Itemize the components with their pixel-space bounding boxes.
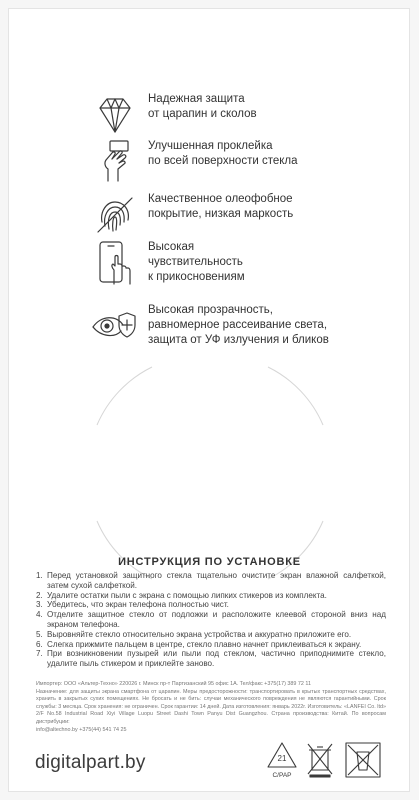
feature-sensitivity: [92, 240, 392, 290]
importer-fine-print: [36, 681, 386, 734]
feature-line: к прикосновениям: [148, 271, 245, 283]
feature-line: Надежная защита: [148, 93, 245, 105]
feature-line: от царапин и сколов: [148, 108, 257, 120]
product-details: Назначение: для защиты экрана смартфона от царапин. Меры предосторожности: транспортировать в крытых транспортных средствах, хранить в закрытых сухих помещениях. Не бросать и не бить: случаи механического повреждения не являются гарантийными. Срок службы: 3 месяца. Срок хранения: не ограничен. Срок гарантии: 14 дней. Дата изготовления: январь 2022г. Изготовитель: «LANFEI Co. ltd» 2/F No.58 Industrial Road Xiyi Village Luopu Street Dashi Town Panyu Dist Guangzhou. Страна производства: Китай. По вопросам дистрибуции:: [36, 688, 386, 725]
instructions-list: [36, 571, 386, 669]
step-text: Выровняйте стекло относительно экрана устройства и аккуратно приложите его.: [47, 629, 352, 639]
hand-icon: [92, 139, 138, 185]
instruction-step: [36, 591, 386, 601]
certification-logos: [262, 740, 392, 780]
step-text: Убедитесь, что экран телефона полностью чист.: [47, 600, 229, 610]
instruction-step: [36, 649, 386, 669]
feature-line: защита от УФ излучения и бликов: [148, 334, 329, 346]
step-number: 3.: [36, 600, 43, 610]
step-text: Удалите остатки пыли с экрана с помощью липких стикеров из комплекта.: [47, 590, 327, 600]
feature-adhesion: [92, 139, 392, 187]
instruction-step: [36, 640, 386, 650]
feature-oleophobic: [92, 192, 392, 240]
phone-touch-icon: [92, 240, 138, 286]
step-number: 2.: [36, 590, 43, 600]
instruction-step: [36, 600, 386, 610]
recycle-code: 21: [277, 754, 287, 763]
instruction-step: [36, 571, 386, 591]
step-number: 1.: [36, 571, 43, 580]
feature-line: по всей поверхности стекла: [148, 155, 298, 167]
feature-scratch-protection: [92, 92, 392, 140]
recycle-label: C/PAP: [272, 772, 292, 779]
feature-line: покрытие, низкая маркость: [148, 208, 294, 220]
feature-transparency: [92, 303, 392, 353]
step-number: 4.: [36, 610, 43, 620]
instruction-step: [36, 630, 386, 640]
importer-line: Импортер: ООО «Альтер-Техно» 220026 г. Минск пр-т Партизанский 95 офис 1А. Тел/факс +375(17) 389 72 11: [36, 681, 311, 687]
feature-line: Высокая: [148, 241, 195, 253]
step-text: Перед установкой защитного стекла тщательно очистите экран влажной салфеткой, затем сухой салфеткой.: [47, 571, 386, 590]
step-number: 7.: [36, 649, 43, 659]
instruction-step: [36, 610, 386, 630]
step-number: 5.: [36, 629, 43, 639]
crossed-bin-icon: [308, 744, 332, 777]
instructions-title: ИНСТРУКЦИЯ ПО УСТАНОВКЕ: [118, 556, 301, 568]
step-text: Слегка прижмите пальцем в центре, стекло плавно начнет приклеиваться к экрану.: [47, 639, 362, 649]
feature-line: Высокая прозрачность,: [148, 304, 273, 316]
feature-line: чувствительность: [148, 256, 243, 268]
crossed-glass-disposal-icon: [346, 743, 380, 777]
step-text: Отделите защитное стекло от подложки и расположите клеевой стороной вниз над экраном телефона.: [47, 610, 386, 629]
eye-shield-icon: [88, 303, 140, 349]
feature-line: равномерное рассеивание света,: [148, 319, 328, 331]
brand-name: digitalpart.by: [35, 752, 146, 773]
contact-line: info@altechno.by +375(44) 541 74 25: [36, 726, 127, 733]
fingerprint-icon: [92, 192, 138, 238]
feature-line: Качественное олеофобное: [148, 193, 293, 205]
feature-line: Улучшенная проклейка: [148, 140, 273, 152]
step-text: При возникновении пузырей или пыли под стеклом, частично приподнимите стекло, удалите пыль стикером и приклейте заново.: [47, 649, 386, 669]
diamond-icon: [92, 92, 138, 138]
step-number: 6.: [36, 639, 43, 649]
